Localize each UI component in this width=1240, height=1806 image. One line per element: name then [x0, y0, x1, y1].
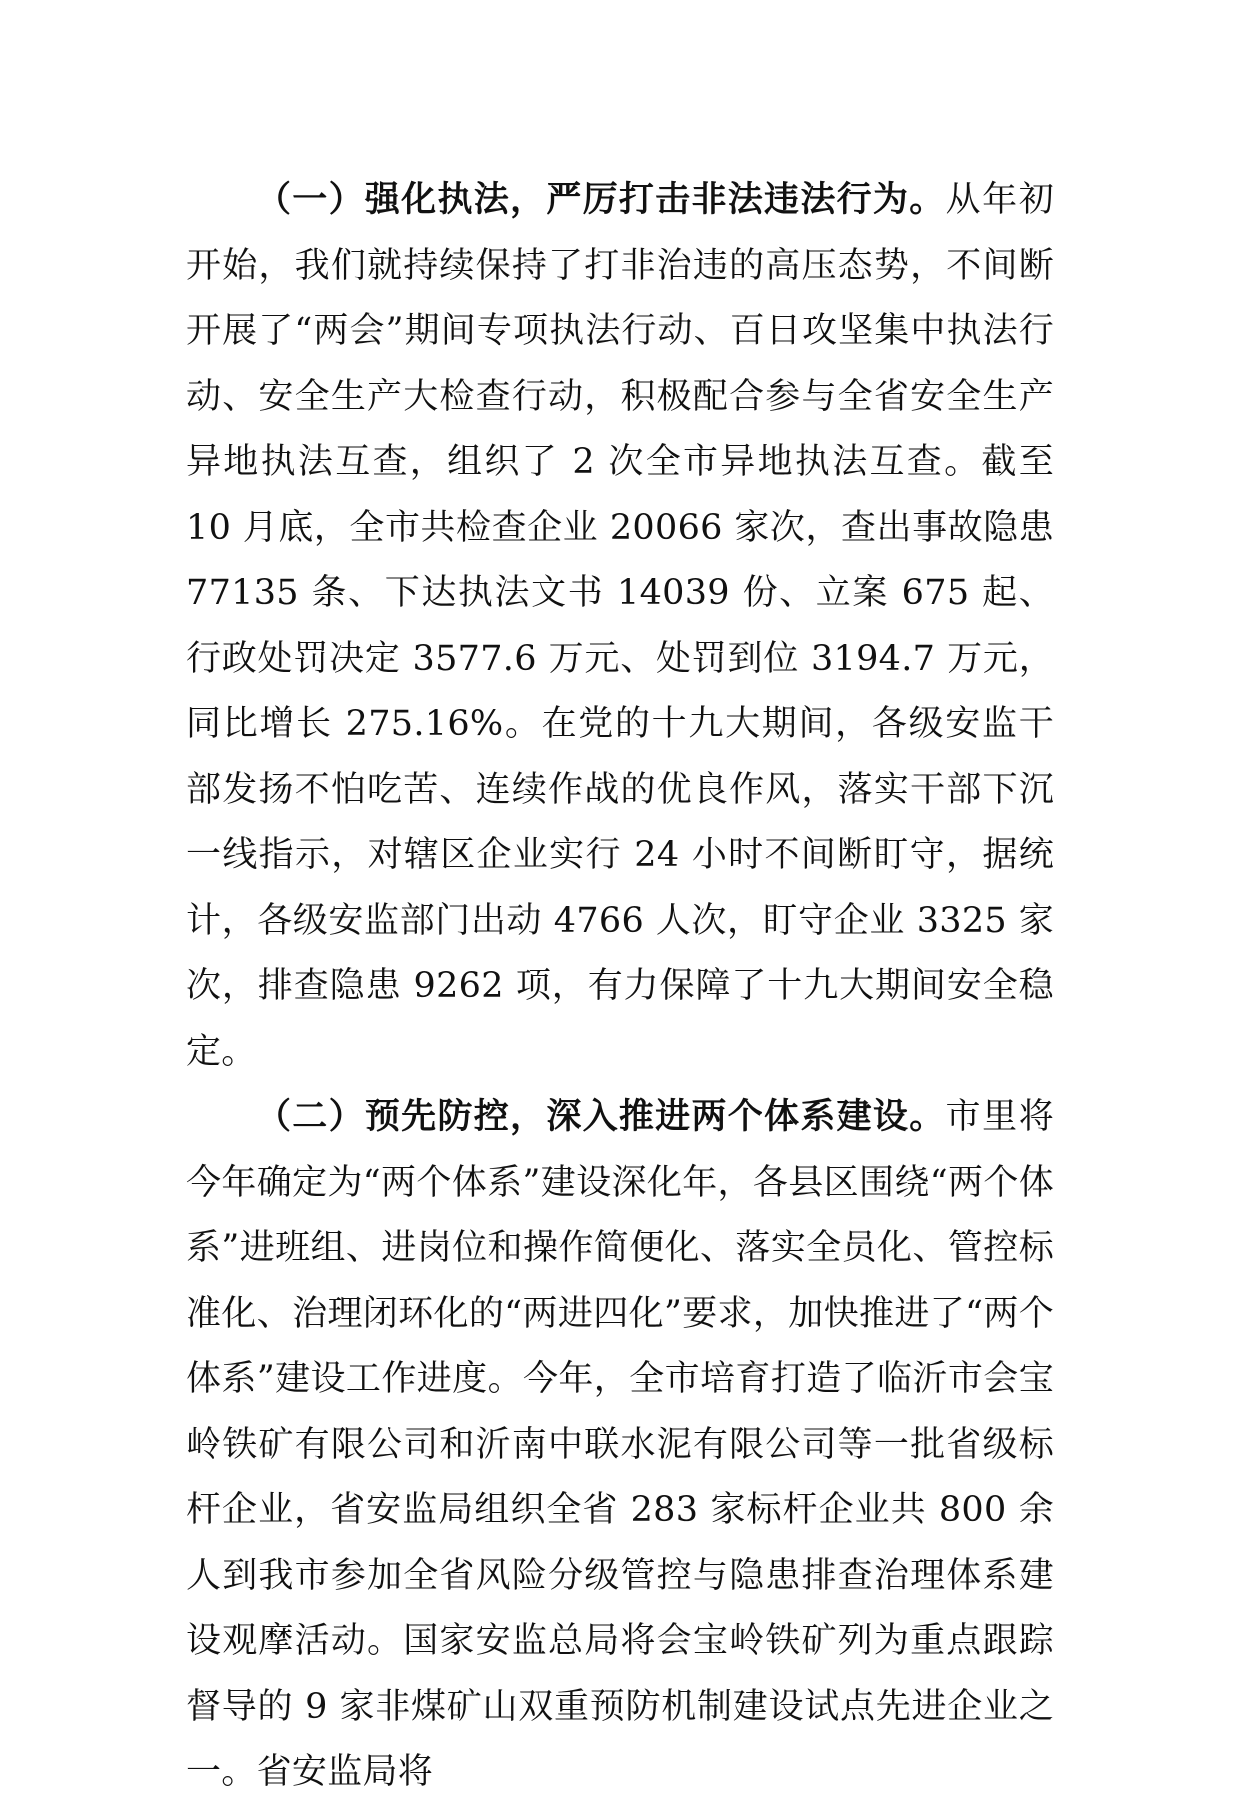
document-page [186, 168, 1054, 1806]
paragraph-body-enforcement: 从年初开始，我们就持续保持了打非治违的高压态势，不间断开展了“两会”期间专项执法行动、百日攻坚集中执法行动、安全生产大检查行动，积极配合参与全省安全生产异地执法互查，组织了 2 次全市异地执法互查。截至 10 月底，全市共检查企业 20066 家次，查出事故隐患 77135 条、下达执法文书 14039 份、立案 675 起、行政处罚决定 3577.6 万元、处罚到位 3194.7 万元，同比增长 275.16%。在党的十九大期间，各级安监干部发扬不怕吃苦、连续作战的优良作风，落实干部下沉一线指示，对辖区企业实行 24 小时不间断盯守，据统计，各级安监部门出动 4766 人次，盯守企业 3325 家次，排查隐患 9262 项，有力保障了十九大期间安全稳定。 [186, 180, 1054, 1072]
paragraph-prevention [186, 1085, 1054, 1806]
section-heading-prevention: （二）预先防控，深入推进两个体系建设。 [256, 1097, 946, 1137]
paragraph-enforcement [186, 168, 1054, 1085]
paragraph-body-prevention: 市里将今年确定为“两个体系”建设深化年，各县区围绕“两个体系”进班组、进岗位和操作简便化、落实全员化、管控标准化、治理闭环化的“两进四化”要求，加快推进了“两个体系”建设工作进度。今年，全市培育打造了临沂市会宝岭铁矿有限公司和沂南中联水泥有限公司等一批省级标杆企业，省安监局组织全省 283 家标杆企业共 800 余人到我市参加全省风险分级管控与隐患排查治理体系建设观摩活动。国家安监总局将会宝岭铁矿列为重点跟踪督导的 9 家非煤矿山双重预防机制建设试点先进企业之一。省安监局将 [186, 1097, 1054, 1792]
section-heading-enforcement: （一）强化执法，严厉打击非法违法行为。 [256, 180, 946, 220]
